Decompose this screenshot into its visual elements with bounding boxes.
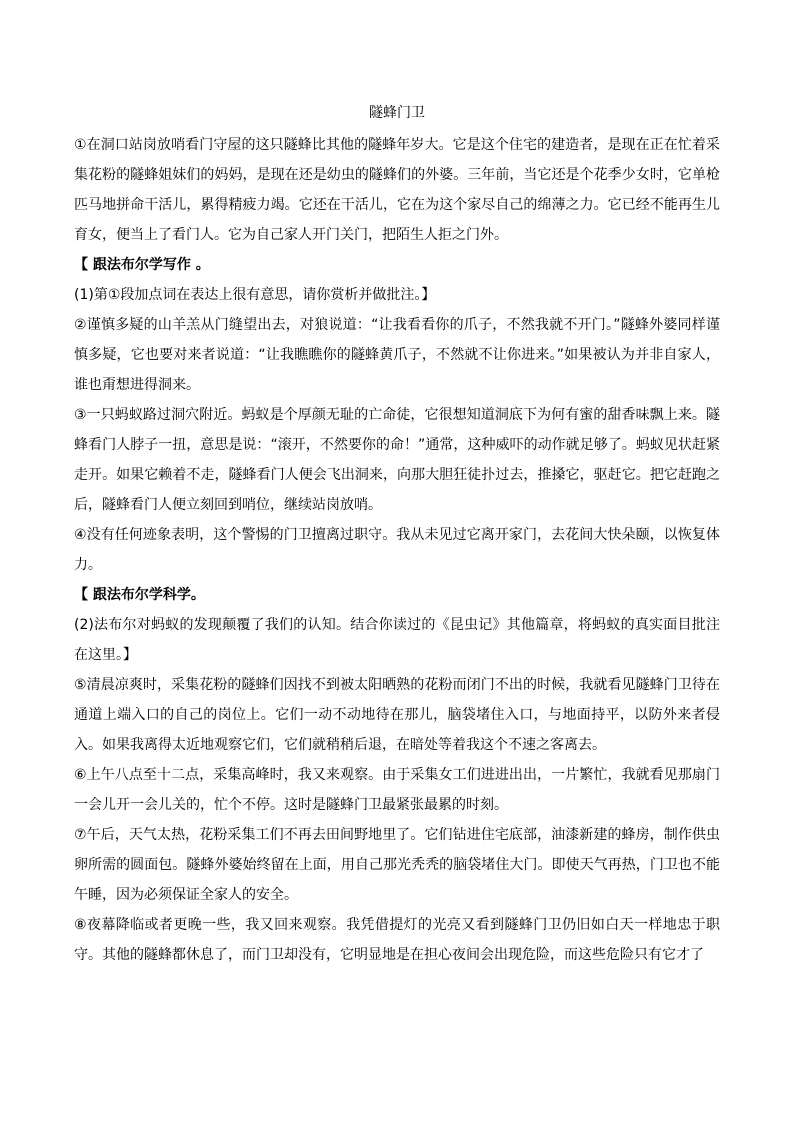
paragraph-3: ③一只蚂蚁路过洞穴附近。蚂蚁是个厚颜无耻的亡命徒，它很想知道洞底下为何有蜜的甜香味飘上来。隧蜂看门人脖子一扭，意思是说：“滚开，不然要你的命！”通常，这种威吓的动作就足够了。蚂蚁见状赶紧走开。如果它赖着不走，隧蜂看门人便会飞出洞来，向那大胆狂徒扑过去，推搡它，驱赶它。把它赶跑之后，隧蜂看门人便立刻回到哨位，继续站岗放哨。	[74, 407, 720, 513]
paragraph-2: ②谨慎多疑的山羊羔从门缝望出去，对狼说道：“让我看看你的爪子，不然我就不开门。”隧蜂外婆同样谨慎多疑，它也要对来者说道：“让我瞧瞧你的隧蜂黄爪子，不然就不让你进来。”如果被认为并非自家人，谁也甭想进得洞来。	[74, 317, 720, 393]
paragraph-6: ⑥上午八点至十二点，采集高峰时，我又来观察。由于采集女工们进进出出，一片繁忙，我就看见那扇门一会儿开一会儿关的，忙个不停。这时是隧蜂门卫最紧张最累的时刻。	[74, 767, 720, 813]
paragraph-7: ⑦午后，天气太热，花粉采集工们不再去田间野地里了。它们钻进住宅底部，油漆新建的蜂房，制作供虫卵所需的圆面包。隧蜂外婆始终留在上面，用自己那光秃秃的脑袋堵住大门。即使天气再热，门卫也不能午睡，因为必须保证全家人的安全。	[74, 827, 720, 903]
paragraph-4: ④没有任何迹象表明，这个警惕的门卫擅离过职守。我从未见过它离开家门，去花间大快朵颐，以恢复体力。	[74, 527, 720, 573]
question-2: (2)法布尔对蚂蚁的发现颠覆了我们的认知。结合你读过的《昆虫记》其他篇章，将蚂蚁的真实面目批注在这里。】	[74, 617, 720, 663]
section-heading-writing: 【 跟法布尔学写作 。	[74, 257, 210, 273]
document-body	[74, 130, 720, 970]
paragraph-1: ①在洞口站岗放哨看门守屋的这只隧蜂比其他的隧蜂年岁大。它是这个住宅的建造者，是现在正在忙着采集花粉的隧蜂姐妹们的妈妈，是现在还是幼虫的隧蜂们的外婆。三年前，当它还是个花季少女时，它单枪匹马地拼命干活儿，累得精疲力竭。它还在干活儿，它在为这个家尽自己的绵薄之力。它已经不能再生儿育女，便当上了看门人。它为自己家人开门关门，把陌生人拒之门外。	[74, 137, 720, 243]
document-title: 隧蜂门卫	[369, 105, 425, 121]
question-1: (1)第①段加点词在表达上很有意思，请你赏析并做批注。】	[74, 287, 436, 303]
paragraph-8: ⑧夜幕降临或者更晚一些，我又回来观察。我凭借提灯的光亮又看到隧蜂门卫仍旧如白天一样地忠于职守。其他的隧蜂都休息了，而门卫却没有，它明显地是在担心夜间会出现危险，而这些危险只有它才了	[74, 917, 720, 963]
section-heading-science: 【 跟法布尔学科学。	[74, 587, 205, 603]
paragraph-5: ⑤清晨凉爽时，采集花粉的隧蜂们因找不到被太阳晒熟的花粉而闭门不出的时候，我就看见隧蜂门卫待在通道上端入口的自己的岗位上。它们一动不动地待在那儿，脑袋堵住入口，与地面持平，以防外来者侵入。如果我离得太近地观察它们，它们就稍稍后退，在暗处等着我这个不速之客离去。	[74, 677, 720, 753]
